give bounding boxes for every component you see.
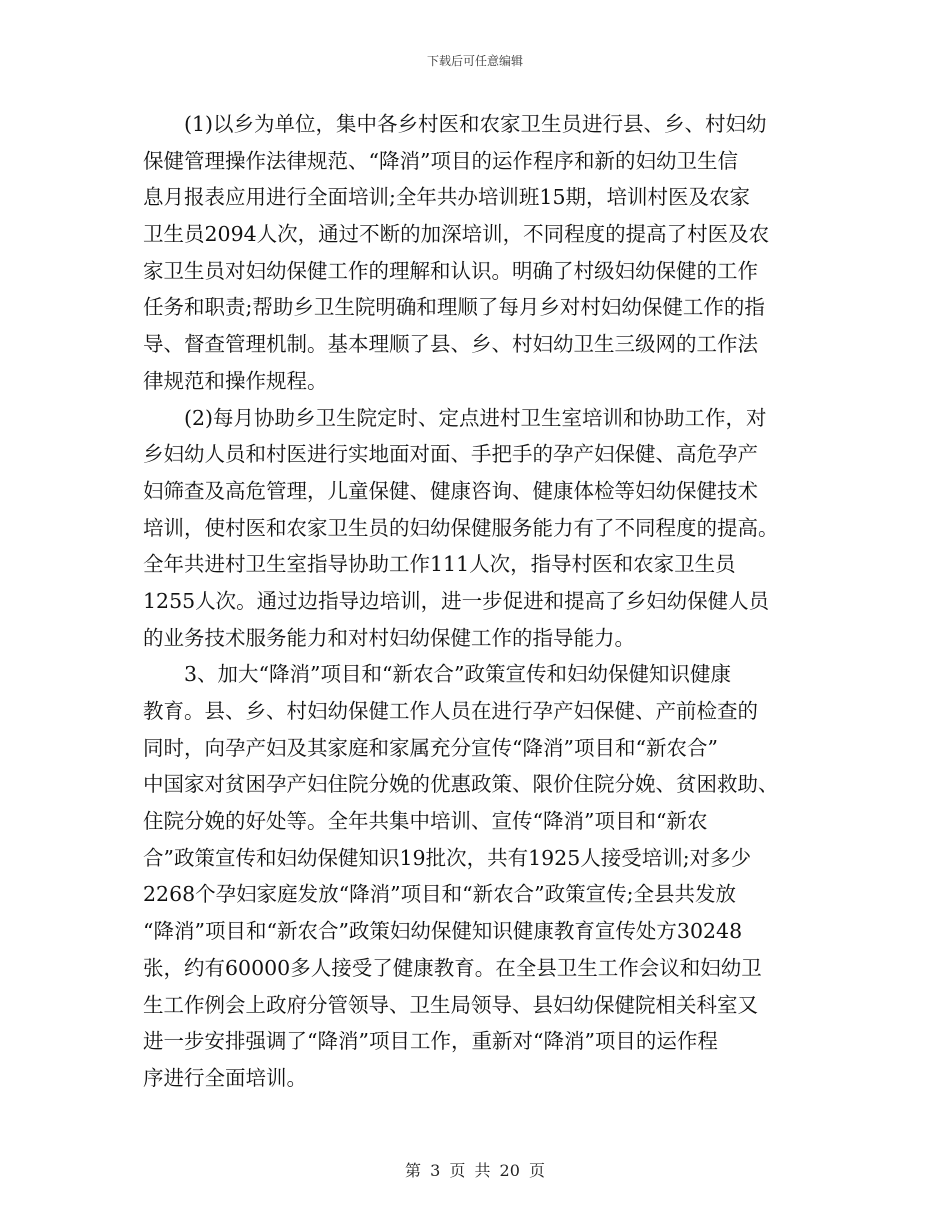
text-line: (1)以乡为单位，集中各乡村医和农家卫生员进行县、乡、村妇幼 [143,112,767,136]
text-line: 进一步安排强调了“降消”项目工作，重新对“降消”项目的运作程 [143,1029,718,1054]
text-line: 同时，向孕产妇及其家庭和家属充分宣传“降消”项目和“新农合” [143,735,718,760]
text-line: 合”政策宣传和妇幼保健知识19批次，共有1925人接受培训;对多少 [143,845,752,870]
text-line: 律规范和操作规程。 [143,368,328,393]
document-body [143,106,813,1097]
page-number-footer: 第 3 页 共 20 页 [405,1161,545,1180]
page-header: 下载后可任意编辑 [426,54,523,68]
text-line: 教育。县、乡、村妇幼保健工作人员在进行孕产妇保健、产前检查的 [143,699,758,723]
paragraph-3 [143,656,813,1096]
text-line: 2268个孕妇家庭发放“降消”项目和“新农合”政策宣传;全县共发放 [143,882,736,907]
text-line: 家卫生员对妇幼保健工作的理解和认识。明确了村级妇幼保健的工作 [143,258,758,283]
text-line: 张，约有60000多人接受了健康教育。在全县卫生工作会议和妇幼卫 [143,955,762,980]
text-line: (2)每月协助乡卫生院定时、定点进村卫生室培训和协助工作，对 [143,405,767,430]
text-line: 导、督查管理机制。基本理顺了县、乡、村妇幼卫生三级网的工作法 [143,332,758,357]
text-line: 生工作例会上政府分管领导、卫生局领导、县妇幼保健院相关科室又 [143,992,758,1017]
text-line: 妇筛查及高危管理，儿童保健、健康咨询、健康体检等妇幼保健技术 [143,478,758,503]
text-line: 中国家对贫困孕产妇住院分娩的优惠政策、限价住院分娩、贫困救助、 [143,772,779,797]
text-line: 保健管理操作法律规范、“降消”项目的运作程序和新的妇幼卫生信 [143,148,738,173]
paragraph-1 [143,106,813,400]
paragraph-2 [143,400,813,657]
text-line: 1255人次。通过边指导边培训，进一步促进和提高了乡妇幼保健人员 [143,588,770,613]
text-line: 任务和职责;帮助乡卫生院明确和理顺了每月乡对村妇幼保健工作的指 [143,295,765,320]
text-line: 3、加大“降消”项目和“新农合”政策宣传和妇幼保健知识健康 [143,662,731,687]
text-line: “降消”项目和“新农合”政策妇幼保健知识健康教育宣传处方30248 [143,919,743,944]
text-line: 住院分娩的好处等。全年共集中培训、宣传“降消”项目和“新农 [143,809,708,834]
text-line: 的业务技术服务能力和对村妇幼保健工作的指导能力。 [143,625,635,650]
text-line: 全年共进村卫生室指导协助工作111人次，指导村医和农家卫生员 [143,552,736,577]
text-line: 息月报表应用进行全面培训;全年共办培训班15期，培训村医及农家 [143,185,750,210]
text-line: 序进行全面培训。 [143,1065,307,1090]
text-line: 乡妇幼人员和村医进行实地面对面、手把手的孕产妇保健、高危孕产 [143,442,758,467]
text-line: 卫生员2094人次，通过不断的加深培训，不同程度的提高了村医及农 [143,222,770,247]
text-line: 培训，使村医和农家卫生员的妇幼保健服务能力有了不同程度的提高。 [143,515,779,540]
